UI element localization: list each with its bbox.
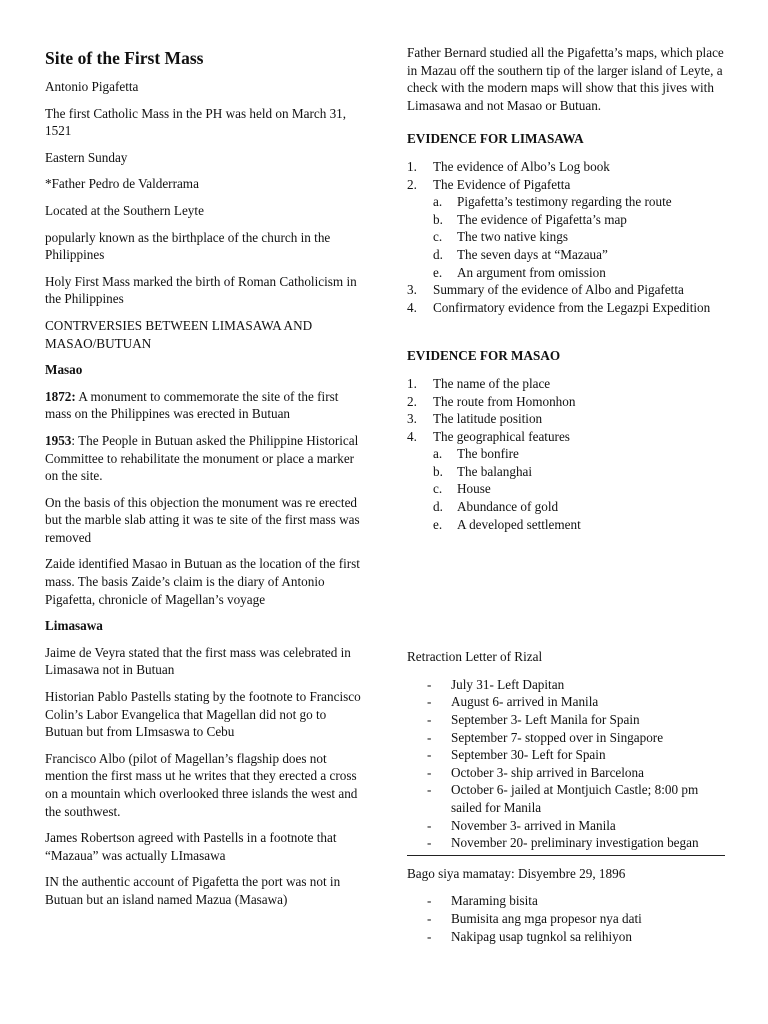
item-text: November 20- preliminary investigation began bbox=[451, 835, 699, 851]
sub-list-item bbox=[407, 498, 727, 516]
right-column bbox=[407, 0, 727, 945]
paragraph bbox=[45, 555, 367, 608]
sub-item-letter: c. bbox=[433, 229, 443, 245]
item-text: The route from Homonhon bbox=[433, 393, 576, 409]
list-item bbox=[407, 764, 727, 782]
intro-paragraph: Father Bernard studied all the Pigafetta’s maps, which place in Mazau off the southern tip of the larger island of Leyte, a check with the modern maps will show that this jives with Limasawa and not Masao or Butuan. bbox=[407, 45, 724, 113]
sub-item-text: An argument from omission bbox=[457, 264, 606, 280]
list-item bbox=[407, 817, 727, 835]
paragraph-text: The first Catholic Mass in the PH was held on March 31, 1521 bbox=[45, 105, 347, 139]
paragraph-text: Zaide identified Masao in Butuan as the location of the first mass. The basis Zaide’s claim is the diary of Antonio Pigafetta, chronicle of Magellan’s voyage bbox=[45, 556, 360, 607]
list-item bbox=[407, 676, 727, 694]
bullet-dash: - bbox=[427, 817, 432, 833]
sub-item-text: The balanghai bbox=[457, 463, 533, 479]
paragraph bbox=[45, 750, 367, 820]
item-text: November 3- arrived in Manila bbox=[451, 817, 616, 833]
sub-list-item bbox=[407, 445, 727, 463]
sub-list-item bbox=[407, 480, 727, 498]
item-text: The evidence of Albo’s Log book bbox=[433, 158, 610, 174]
item-text: The name of the place bbox=[433, 375, 551, 391]
item-text: The geographical features bbox=[433, 428, 570, 444]
item-number: 2. bbox=[407, 176, 417, 192]
paragraph-year: 1953 bbox=[45, 432, 72, 448]
sub-item-text: The bonfire bbox=[457, 446, 519, 462]
list-item bbox=[407, 375, 727, 393]
paragraph-year: 1872: bbox=[45, 388, 76, 404]
sub-item-letter: d. bbox=[433, 499, 443, 515]
masao-list bbox=[407, 375, 727, 533]
item-text: September 7- stopped over in Singapore bbox=[451, 729, 664, 745]
bullet-dash: - bbox=[427, 910, 432, 926]
sub-item-text: A developed settlement bbox=[457, 516, 581, 532]
sub-list-item bbox=[407, 463, 727, 481]
bullet-dash: - bbox=[427, 729, 432, 745]
paragraph bbox=[45, 873, 367, 908]
bullet-dash: - bbox=[427, 928, 432, 944]
item-text: The Evidence of Pigafetta bbox=[433, 176, 571, 192]
bullet-dash: - bbox=[427, 835, 432, 851]
paragraph-text: Antonio Pigafetta bbox=[45, 79, 139, 94]
sub-list-item bbox=[407, 228, 727, 246]
sub-item-letter: e. bbox=[433, 516, 443, 532]
bullet-dash: - bbox=[427, 764, 432, 780]
item-text: September 3- Left Manila for Spain bbox=[451, 712, 640, 728]
item-number: 4. bbox=[407, 428, 417, 444]
paragraph bbox=[45, 105, 367, 140]
list-item bbox=[407, 410, 727, 428]
divider-line bbox=[407, 855, 725, 856]
item-text: August 6- arrived in Manila bbox=[451, 694, 599, 710]
rizal-list bbox=[407, 676, 727, 852]
item-number: 3. bbox=[407, 411, 417, 427]
list-item bbox=[407, 711, 727, 729]
paragraph-text: popularly known as the birthplace of the church in the Philippines bbox=[45, 229, 331, 263]
sub-item-letter: d. bbox=[433, 246, 443, 262]
masao-heading: EVIDENCE FOR MASAO bbox=[407, 348, 561, 364]
paragraph bbox=[45, 149, 367, 167]
list-item bbox=[407, 834, 727, 852]
paragraph-text: Francisco Albo (pilot of Magellan’s flagship does not mention the first mass ut he writes that they erected a cross on a mountain which overlooked three islands the west and the southwest. bbox=[45, 750, 358, 819]
sub-list-item bbox=[407, 516, 727, 534]
item-number: 1. bbox=[407, 158, 417, 174]
list-item bbox=[407, 299, 727, 317]
sub-item-text: Pigafetta’s testimony regarding the route bbox=[457, 194, 672, 210]
paragraph-text: CONTRVERSIES BETWEEN LIMASAWA AND MASAO/BUTUAN bbox=[45, 317, 313, 351]
list-item bbox=[407, 281, 727, 299]
paragraph-text: Holy First Mass marked the birth of Roman Catholicism in the Philippines bbox=[45, 273, 357, 307]
paragraph-text: A monument to commemorate the site of the first mass on the Philippines was erected in Butuan bbox=[45, 388, 339, 422]
paragraph-text: Historian Pablo Pastells stating by the footnote to Francisco Colin’s Labor Evangelica that Magellan did not go to Butuan but from LImsaswa to Cebu bbox=[45, 689, 361, 740]
left-column bbox=[45, 0, 367, 909]
sub-item-letter: a. bbox=[433, 446, 443, 462]
item-number: 2. bbox=[407, 393, 417, 409]
paragraph bbox=[45, 644, 367, 679]
paragraph-text: Jaime de Veyra stated that the first mass was celebrated in Limasawa not in Butuan bbox=[45, 644, 351, 678]
sub-list-item bbox=[407, 211, 727, 229]
item-text: Maraming bisita bbox=[451, 893, 538, 909]
item-text: Nakipag usap tugnkol sa relihiyon bbox=[451, 928, 632, 944]
section-heading: Masao bbox=[45, 362, 83, 378]
list-item bbox=[407, 928, 727, 946]
list-item bbox=[407, 176, 727, 194]
item-number: 4. bbox=[407, 299, 417, 315]
paragraph-text: Located at the Southern Leyte bbox=[45, 202, 204, 218]
paragraph bbox=[45, 432, 367, 485]
bullet-dash: - bbox=[427, 782, 432, 798]
paragraph-text: Eastern Sunday bbox=[45, 149, 128, 165]
list-item bbox=[407, 910, 727, 928]
list-item bbox=[407, 892, 727, 910]
bago-list bbox=[407, 892, 727, 945]
paragraph bbox=[45, 317, 367, 352]
paragraph bbox=[45, 273, 367, 308]
rizal-heading: Retraction Letter of Rizal bbox=[407, 649, 543, 665]
item-text: July 31- Left Dapitan bbox=[451, 676, 565, 692]
item-text: Summary of the evidence of Albo and Pigafetta bbox=[433, 282, 684, 298]
item-text: Bumisita ang mga propesor nya dati bbox=[451, 910, 642, 926]
item-number: 1. bbox=[407, 375, 417, 391]
bullet-dash: - bbox=[427, 676, 432, 692]
limasawa-list bbox=[407, 158, 727, 316]
list-item bbox=[407, 693, 727, 711]
sub-item-letter: e. bbox=[433, 264, 443, 280]
bullet-dash: - bbox=[427, 694, 432, 710]
item-text: October 6- jailed at Montjuich Castle; 8:00 pm sailed for Manila bbox=[451, 782, 699, 815]
list-item bbox=[407, 729, 727, 747]
bullet-dash: - bbox=[427, 747, 432, 763]
paragraph bbox=[45, 388, 367, 423]
paragraph bbox=[45, 175, 367, 193]
paragraph bbox=[45, 78, 367, 96]
limasawa-heading: EVIDENCE FOR LIMASAWA bbox=[407, 131, 584, 147]
sub-list-item bbox=[407, 193, 727, 211]
sub-item-text: Abundance of gold bbox=[457, 499, 559, 515]
sub-item-letter: b. bbox=[433, 211, 443, 227]
sub-item-letter: a. bbox=[433, 194, 443, 210]
list-item bbox=[407, 428, 727, 446]
list-item bbox=[407, 158, 727, 176]
sub-item-text: The two native kings bbox=[457, 229, 568, 245]
sub-item-letter: c. bbox=[433, 481, 443, 497]
paragraph bbox=[45, 229, 367, 264]
bullet-dash: - bbox=[427, 893, 432, 909]
sub-item-text: House bbox=[457, 481, 491, 497]
section-heading: Limasawa bbox=[45, 618, 103, 634]
sub-item-letter: b. bbox=[433, 463, 443, 479]
paragraph-text: : The People in Butuan asked the Philippine Historical Committee to rehabilitate the monument or place a marker on the site. bbox=[45, 432, 359, 484]
sub-item-text: The seven days at “Mazaua” bbox=[457, 246, 608, 262]
page-title: Site of the First Mass bbox=[45, 48, 204, 68]
paragraph bbox=[45, 829, 367, 864]
paragraph bbox=[45, 494, 367, 547]
item-text: The latitude position bbox=[433, 411, 543, 427]
item-text: September 30- Left for Spain bbox=[451, 747, 606, 763]
bullet-dash: - bbox=[427, 712, 432, 728]
left-body bbox=[45, 78, 367, 909]
paragraph-text: On the basis of this objection the monument was re erected but the marble slab atting it was te site of the first mass was removed bbox=[45, 494, 360, 545]
sub-item-text: The evidence of Pigafetta’s map bbox=[457, 211, 627, 227]
list-item bbox=[407, 393, 727, 411]
paragraph-text: James Robertson agreed with Pastells in a footnote that “Mazaua” was actually LImasawa bbox=[45, 830, 337, 863]
paragraph bbox=[45, 688, 367, 741]
list-item bbox=[407, 781, 727, 816]
item-number: 3. bbox=[407, 282, 417, 298]
list-item bbox=[407, 746, 727, 764]
paragraph-text: *Father Pedro de Valderrama bbox=[45, 176, 199, 192]
sub-list-item bbox=[407, 264, 727, 282]
sub-list-item bbox=[407, 246, 727, 264]
bago-heading: Bago siya mamatay: Disyembre 29, 1896 bbox=[407, 865, 626, 881]
item-text: Confirmatory evidence from the Legazpi Expedition bbox=[433, 299, 711, 315]
item-text: October 3- ship arrived in Barcelona bbox=[451, 764, 644, 780]
paragraph bbox=[45, 202, 367, 220]
paragraph-text: IN the authentic account of Pigafetta the port was not in Butuan but an island named Mazua (Masawa) bbox=[45, 874, 341, 907]
